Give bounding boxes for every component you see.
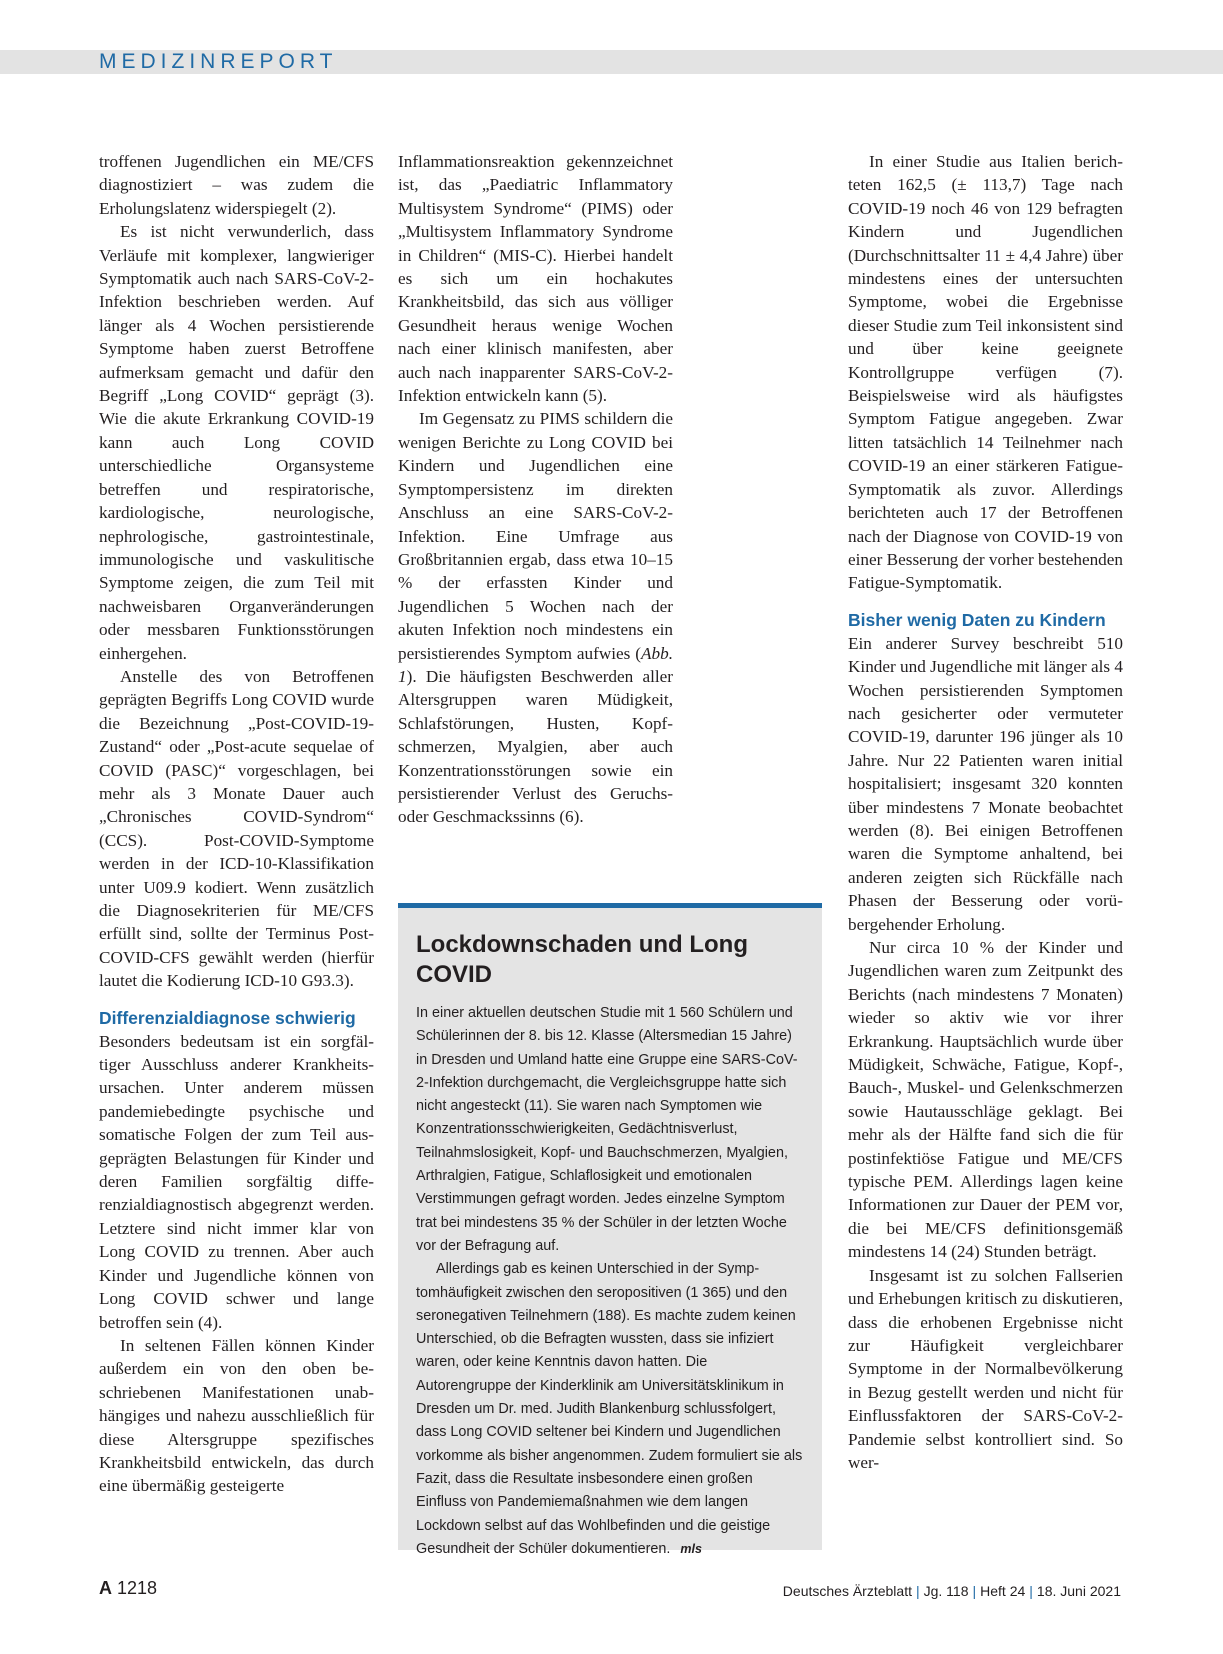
paragraph: Ein anderer Survey beschreibt 510 Kinder und Jugendliche mit länger als 4 Wochen persistierenden Symptomen nach gesicherter oder vermuteter COVID-19, darunter 196 jünger als 10 Jahre. Nur 22 Patienten waren initial hospitalisiert; insgesamt 320 konnten über mindestens 7 Monate beobachtet werden (8). Bei einigen Betroffenen waren die Symptome anhaltend, bei anderen zeigten sich Rückfälle nach Phasen der Besserung oder vorübergehender Erholung. xyxy=(848,633,1123,934)
separator: | xyxy=(972,1583,977,1599)
separator: | xyxy=(915,1583,920,1599)
paragraph: In einer aktuellen deutschen Studie mit 1 560 Schülern und Schülerinnen der 8. bis 12. Klasse (Altersmedian 15 Jahre) in Dresden und Umland hatte eine Gruppe eine SARS-CoV-2-Infektion durchgemacht, die Vergleichsgruppe hatte sich nicht angesteckt (11). Sie waren nach Symptomen wie Konzentrationsschwierigkeiten, Gedächtnisverlust, Teilnahmslosigkeit, Kopf- und Bauchschmerzen, Myalgien, Arthralgien, Fatigue, Schlaflosigkeit und emotionalen Verstimmungen gefragt worden. Jedes einzelne Symptom trat bei mindestens 35 % der Schüler in der letzten Woche vor der Befragung auf. xyxy=(416,1005,798,1254)
paragraph: Nur circa 10 % der Kinder und Jugendlichen waren zum Zeitpunkt des Berichts (nach mindestens 7 Monaten) wieder so aktiv wie vor ihrer Erkrankung. Hauptsächlich wurde über Müdigkeit, Schwäche, Fatigue, Kopf-, Bauch-, Muskel- und Gelenkschmerzen sowie Hautausschläge geklagt. Bei mehr als der Hälfte fand sich die für postinfektiöse Fatigue und ME/CFS typische PEM. Allerdings lagen keine Informationen zur Dauer der PEM vor, die bei ME/CFS definitionsgemäß mindestens 14 (24) Stunden beträgt. xyxy=(848,938,1123,1262)
info-box-body xyxy=(416,1002,804,1561)
info-box xyxy=(398,903,822,1557)
column-1 xyxy=(99,150,374,1498)
journal-date: 18. Juni 2021 xyxy=(1036,1583,1121,1599)
journal-citation xyxy=(783,1583,1121,1599)
paragraph-text: Im Gegensatz zu PIMS schildern die wenigen Berichte zu Long COVID bei Kindern und Jugendlichen eine Symptompersistenz im direkten Anschluss an eine SARS-CoV-2-Infektion. Eine Umfrage aus Großbritannien ergab, dass etwa 10–15 % der erfassten Kinder und Jugendlichen 5 Wochen nach der akuten Infektion noch mindestens ein persistierendes Symptom aufwies ( xyxy=(398,409,673,663)
figure-reference[interactable]: Abb. 1 xyxy=(398,643,673,686)
paragraph: In seltenen Fällen können Kinder außerdem ein von den oben beschriebenen Manifestationen unabhängiges und nahezu ausschließlich für diese Altersgruppe spezifisches Krankheitsbild entwickeln, das durch eine übermäßig gesteigerte xyxy=(99,1335,374,1496)
journal-name: Deutsches Ärzteblatt xyxy=(782,1583,912,1599)
paragraph xyxy=(416,1258,804,1561)
paragraph: Insgesamt ist zu solchen Fallserien und Erhebungen kritisch zu diskutieren, dass die erhobenen Ergebnisse nicht zur Häufigkeit vergleichbarer Symptome in der Normalbevölkerung in Bezug gestellt werden und nicht für Einflussfaktoren der SARS-CoV-2-Pandemie selbst kontrolliert sind. So wer- xyxy=(848,1265,1123,1472)
subheading: Bisher wenig Daten zu Kindern xyxy=(848,609,1106,630)
subheading: Differenzialdiagnose schwierig xyxy=(99,1007,356,1028)
paragraph-text: ). Die häufigsten Beschwerden aller Altersgruppen waren Müdigkeit, Schlafstörungen, Husten, Kopfschmerzen, Myalgien, aber auch Konzentrationsstörungen sowie ein persistierender Verlust des Geruchs- oder Geschmackssinns (6). xyxy=(398,666,673,827)
info-box-title: Lockdownschaden und Long COVID xyxy=(416,931,748,988)
author-signature: mls xyxy=(680,1541,702,1556)
section-title: MEDIZINREPORT xyxy=(99,50,338,73)
paragraph: Besonders bedeutsam ist ein sorgfältiger Ausschluss anderer Krankheitsursachen. Unter anderem müssen pandemiebedingte psychische und somatische Folgen der zum Teil ausgeprägten Belastungen für Kinder und deren Familien sorgfältig differenzialdiagnostisch abgegrenzt werden. Letztere sind nicht immer klar von Long COVID zu trennen. Aber auch Kinder und Jugendliche können von Long COVID schwer und lange betroffen sein (4). xyxy=(99,1031,374,1332)
paragraph: Anstelle des von Betroffenen geprägten Begriffs Long COVID wurde die Bezeichnung „Post-COVID-19-Zustand“ oder „Post-acute sequelae of COVID (PASC)“ vorgeschlagen, bei mehr als 3 Monate Dauer auch „Chronisches COVID-Syndrom“ (CCS). Post-COVID-Symptome werden in der ICD-10-Klassifikation unter U09.9 kodiert. Wenn zusätzlich die Diagnosekriterien für ME/CFS erfüllt sind, sollte der Terminus Post-COVID-CFS gewählt werden (hierfür lautet die Kodierung ICD-10 G93.3). xyxy=(99,666,374,991)
separator: | xyxy=(1029,1583,1033,1599)
journal-issue: Heft 24 xyxy=(980,1583,1026,1599)
paragraph: troffenen Jugendlichen ein ME/CFS diagnostiziert – was zudem die Erholungslatenz widerspiegelt (2). xyxy=(99,152,374,218)
paragraph: In einer Studie aus Italien berichteten 162,5 (± 113,7) Tage nach COVID-19 noch 46 von 129 befragten Kindern und Jugendlichen (Durchschnittsalter 11 ± 4,4 Jahre) über mindestens eines der untersuchten Symptome, wobei die Ergebnisse dieser Studie zum Teil inkonsistent sind und über keine geeignete Kontrollgruppe verfügen (7). Beispielsweise wird als häufigstes Symptom Fatigue angegeben. Zwar litten tatsächlich 14 Teilnehmer nach COVID-19 an einer stärkeren Fatigue-Symptomatik als zuvor. Allerdings berichteten auch 17 der Betroffenen nach der Diagnose von COVID-19 von einer Besserung der vorher bestehenden Fatigue-Symptomatik. xyxy=(848,152,1123,593)
journal-volume: Jg. 118 xyxy=(923,1583,969,1599)
page-number-value: 1218 xyxy=(117,1578,158,1598)
column-3 xyxy=(848,150,1123,1474)
page-number xyxy=(99,1578,157,1599)
column-2 xyxy=(398,150,673,829)
paragraph: Inflammationsreaktion gekennzeichnet ist, das „Paediatric Inflammatory Multisystem Syndrome“ (PIMS) oder „Multisystem Inflammatory Syndrome in Children“ (MIS-C). Hierbei handelt es sich um ein hochakutes Krankheitsbild, das sich aus völliger Gesundheit heraus wenige Wochen nach einer klinisch manifesten, aber auch nach inapparenter SARS-CoV-2-Infektion entwickeln kann (5). xyxy=(398,152,673,406)
page-prefix: A xyxy=(99,1578,112,1598)
paragraph-text: Allerdings gab es keinen Unterschied in der Symptomhäufigkeit zwischen den seropositiven (1 365) und den seronegativen Teilnehmern (188). Es machte zudem keinen Unterschied, ob die Befragten wussten, dass sie infiziert waren, oder keine Kenntnis davon hatten. Die Autorengruppe der Kinderklinik am Universitätsklinikum in Dresden um Dr. med. Judith Blankenburg schlussfolgert, dass Long COVID seltener bei Kindern und Jugendlichen vorkomme als bisher angenommen. Zudem formuliert sie als Fazit, dass die Resultate insbesondere einen großen Einfluss von Pandemiemaßnahmen wie dem langen Lockdown selbst auf das Wohlbefinden und die geistige Gesundheit der Schüler dokumentieren. xyxy=(416,1261,803,1557)
paragraph: Es ist nicht verwunderlich, dass Verläufe mit komplexer, langwieriger Symptomatik auch nach SARS-CoV-2-Infektion beschrieben werden. Auf länger als 4 Wochen persistierende Symptome haben zuerst Betroffene aufmerksam gemacht und dafür den Begriff „Long COVID“ geprägt (3). Wie die akute Erkrankung COVID-19 kann auch Long COVID unterschiedliche Organsysteme betreffen und respiratorische, kardiologische, neurologische, nephrologische, gastrointestinale, immunologische und vaskulitische Symptome zeigen, die zum Teil mit nachweisbaren Organveränderungen oder messbaren Funktionsstörungen einhergehen. xyxy=(99,222,374,663)
paragraph xyxy=(398,407,673,828)
